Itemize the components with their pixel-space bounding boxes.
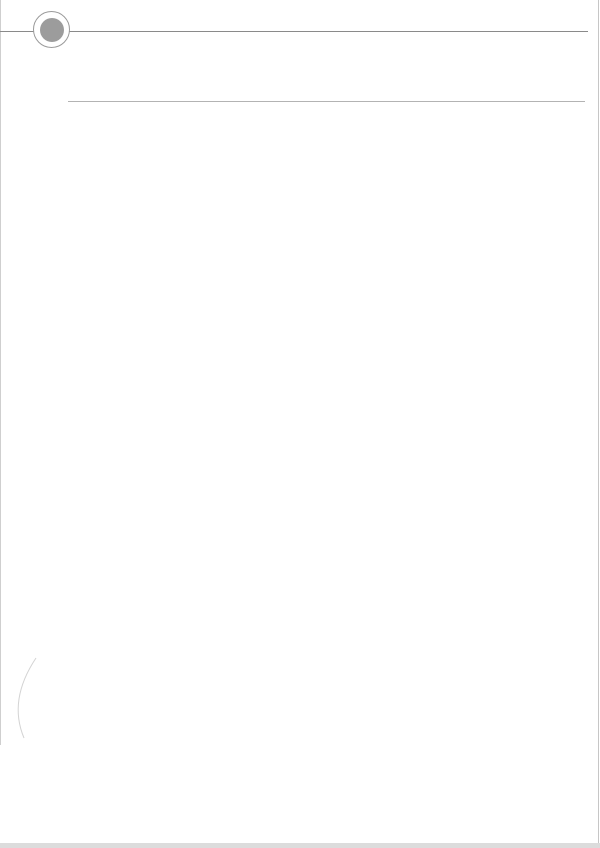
- scan-edge-left: [0, 0, 1, 745]
- page-curl-artifact: [0, 650, 50, 745]
- toc: [68, 64, 585, 118]
- page-number-badge-fill: [40, 18, 64, 42]
- chapter-kicker: [68, 84, 585, 97]
- header-rule: [0, 31, 588, 32]
- toc-chapter-entry: [68, 97, 585, 102]
- chapter-block: [68, 84, 585, 102]
- page-number-badge: [33, 11, 70, 48]
- scan-edge-bottom: [0, 843, 600, 848]
- scan-edge-right: [598, 0, 599, 848]
